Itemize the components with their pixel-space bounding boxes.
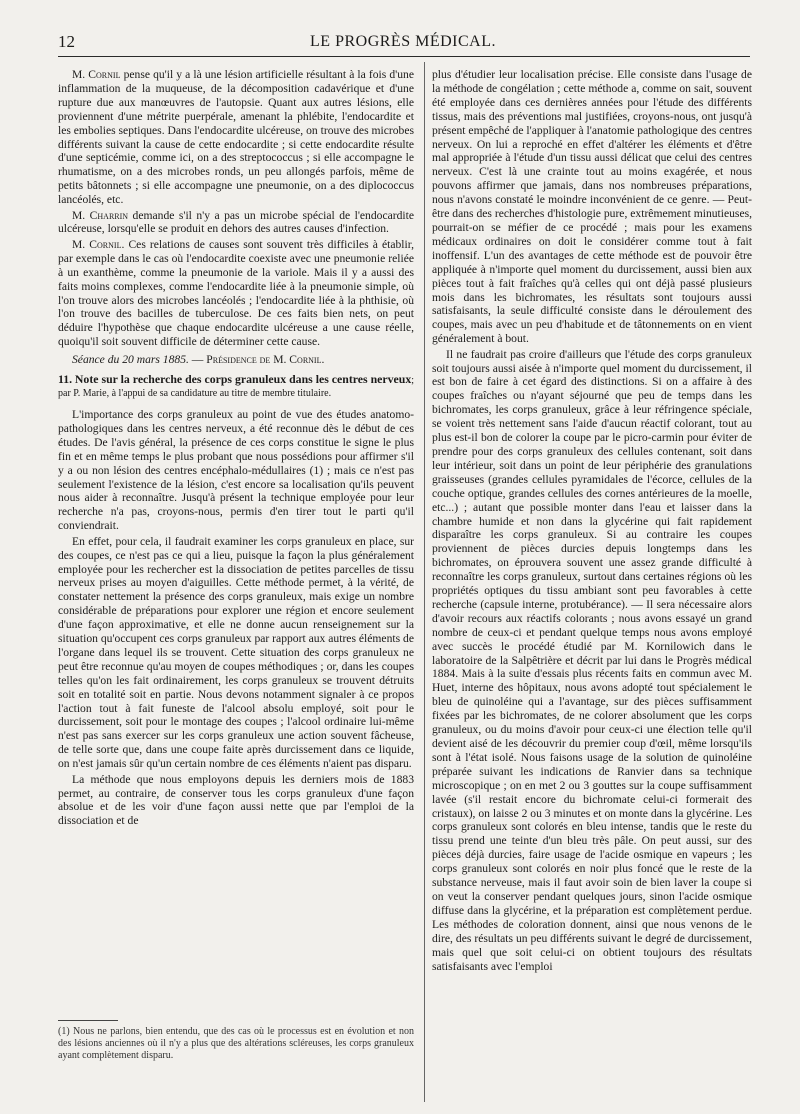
paragraph: [58, 209, 414, 237]
paragraph: En effet, pour cela, il faudrait examiner les corps granuleux en place, sur des coupes, ce n'est pas ce qui a lieu, puisque la façon la plus généralement employée pour les rechercher est la dissociation de petites parcelles de tissu nerveux prises au moyen d'aiguilles. Cette méthode permet, à la vérité, de constater nettement la présence des corps granuleux, mais exige un nombre considérable de préparations pour explorer une région et encore seulement d'une façon approximative, et elle ne donne aucun renseignement sur la situation qu'occupent ces corps granuleux par rapport aux autres éléments de l'organe dans lequel ils se trouvent. Cette situation des corps granuleux ne peut être reconnue qu'au moyen de coupes méthodiques ; or, dans les coupes telles qu'on les fait ordinairement, les corps granuleux se trouvent détruits soit en totalité soit en partie. Nous devons notamment signaler à ce propos l'action tout à fait funeste de l'alcool absolu employé, soit pour le durcissement, soit pour le montage des coupes ; l'alcool ordinaire lui-même n'est pas sans exercer sur les corps granuleux une action souvent fâcheuse, de telle sorte que, dans une coupe faite après durcissement dans ce liquide, on n'est jamais sûr qu'un certain nombre de ces éléments n'aient pas disparu.: [58, 534, 414, 771]
paragraph: [58, 238, 414, 349]
footnote-rule: [58, 1020, 118, 1021]
page-number: 12: [58, 32, 75, 51]
header-rule: [58, 56, 750, 57]
speaker-name: M. Cornil.: [72, 237, 125, 251]
paragraph: L'importance des corps granuleux au point de vue des études anatomo-pathologiques dans les centres nerveux, a été reconnue dès le début de ces études. De l'avis général, la présence de ces corps constitue le signe le plus fin et en même temps le plus probant que nous possédions pour affirmer s'il y a ou non lésion des centres encéphalo-médullaires (1) ; mais ce n'est pas seulement l'existence de la lésion, c'est encore sa localisation qu'ils peuvent nous aider à reconnaître. Jusqu'à présent la technique employée pour leur recherche n'a pas, croyons-nous, permis d'en tirer tout le parti qu'il conviendrait.: [58, 408, 414, 533]
note-heading: [58, 373, 414, 400]
session-date: Séance du 20 mars 1885.: [72, 353, 189, 367]
speaker-name: M. Cornil: [72, 68, 121, 81]
right-column: [432, 68, 752, 1103]
paragraph: [58, 68, 414, 207]
page-header: [58, 30, 748, 54]
paragraph: Il ne faudrait pas croire d'ailleurs que l'étude des corps granuleux soit toujours aussi aisée à n'importe quel moment du durcissement, il est bon de faire à cet égard des distinctions. Si on a affaire à des coupes fraîches ou n'ayant séjourné que peu de temps dans les bichromates, les corps granuleux, grâce à leur réfringence spéciale, se voient très nettement sans l'aide d'aucun réactif colorant, tout au plus est-il bon de colorer la coupe par le picro-carmin pour éviter de prendre pour des corps granuleux des cellules contenant, soit dans leur intérieur, soit dans un point de leur périphérie des granulations graisseuses (grandes cellules pyramidales de l'écorce, cellules de la couche optique, grandes cellules des cornes antérieures de la moelle, etc...) ; autant que possible monter dans l'eau et laisser dans la chambre humide et non dans la glycérine qui fait rapidement disparaître les corps granuleux. Si au contraire les coupes proviennent de pièces durcies depuis longtemps dans les bichromates, on éprouvera souvent une assez grande difficulté à reconnaître les corps granuleux, surtout dans certaines régions où les propriétés optiques du tissu ambiant sont peu favorables à cette recherche (capsule interne, protubérance). — Il sera nécessaire alors d'avoir recours aux réactifs colorants ; nous avons essayé un grand nombre de ceux-ci et pendant quelque temps nous avons employé avec succès le procédé étudié par M. Kornilowich dans le laboratoire de la Salpêtrière et décrit par lui dans le Progrès médical 1884. Mais à la suite d'essais plus récents faits en commun avec M. Huet, interne des hôpitaux, nous avons adopté tout spécialement le bleu de quinoléine qui a l'avantage, sur des pièces suffisamment fixées par les bichromates, de ne colorer absolument que les corps granuleux, ou du moins d'avoir pour ceux-ci une élection telle qu'il devient aisé de les découvrir du premier coup d'œil, même lorsqu'ils sont à l'état isolé. Nous faisons usage de la solution de quinoléine préparée suivant les indications de Ranvier dans sa technique microscopique ; on en met 2 ou 3 gouttes sur la coupe suffisamment lavée (s'il restait encore du bichromate celui-ci formerait des cristaux), on laisse 2 ou 3 minutes et on monte dans la glycérine. Les corps granuleux sont colorés en bleu intense, tandis que le reste du tissu prend une teinte d'un bleu très pâle. On peut aussi, sur des pièces déjà durcies, faire usage de l'acide osmique en vapeurs ; les corps granuleux sont colorés en noir plus foncé que le reste de la substance nerveuse, mais il faut avoir soin de bien laver la coupe si on veut la conserver pendant quelques jours, sinon l'acide osmique diffuse dans la glycérine, et la préparation est complètement perdue. Les méthodes de coloration donnent, ainsi que nous venons de le dire, des résultats un peu différents suivant le degré de durcissement, mais quel que soit celui-ci on obtient toujours des résultats satisfaisants avec l'emploi: [432, 347, 752, 973]
speaker-name: M. Charrin: [72, 208, 129, 222]
note-title: Note sur la recherche des corps granuleux dans les centres nerveux: [74, 372, 412, 387]
paragraph-text: Ces relations de causes sont souvent très difficiles à établir, par exemple dans le cas où l'endocardite coexiste avec une pneumonie reliée à un exanthème, comme la pneumonie de la variole. Mais il y a aussi des faits moins complexes, comme l'endocardite liée à la pneumonie simple, où l'on trouve alors des microbes lancéolés ; l'endocardite liée à la phthisie, où l'on trouve des bacilles de tuberculose. De ces faits bien nets, on peut déduire l'hypothèse que chaque endocardite ulcéreuse a une cause réelle, quoiqu'il soit souvent difficile de déterminer cette cause.: [58, 237, 414, 349]
session-presidency: — Présidence de M. Cornil.: [191, 353, 325, 367]
paragraph: La méthode que nous employons depuis les derniers mois de 1883 permet, au contraire, de conserver tous les corps granuleux d'une façon absolue et de les voir d'une façon aussi nette que par l'emploi de la dissociation et de: [58, 772, 414, 828]
paragraph-text: demande s'il n'y a pas un microbe spécial de l'endocardite ulcéreuse, lorsqu'elle se produit en dehors des autres causes d'infection.: [58, 208, 414, 236]
paragraph-text: pense qu'il y a là une lésion artificielle résultant à la fois d'une inflammation de la muqueuse, de la décomposition cadavérique et d'une rupture due aux manœuvres de l'autopsie. Quant aux autres lésions, elle proviennent d'une métrite puerpérale, amenant la phlébite, l'endocardite et les embolies septiques. Dans l'endocardite ulcéreuse, on trouve des microbes différents suivant la cause de cette endocardite ; si cette endocardite résulte d'une septicémie, comme ici, on a des streptococcus ; si elle accompagne le rhumatisme, on a des microbes ronds, un peu allongés parfois, même de petits bâtonnets ; si elle accompagne une pneumonie, on a des diplococcus lancéolés, etc.: [58, 68, 414, 207]
session-heading: [58, 353, 414, 367]
note-credit: ; par P. Marie, à l'appui de sa candidature au titre de membre titulaire.: [58, 375, 415, 400]
left-column: [58, 68, 414, 1028]
note-number: 11.: [58, 372, 73, 387]
paragraph: plus d'étudier leur localisation précise. Elle consiste dans l'usage de la méthode de congélation ; cette méthode a, comme on sait, souvent été employée dans ces dernières années pour l'étude des différents tissus, mais des préventions mal justifiées, croyons-nous, ont jusqu'à présent empêché de l'appliquer à l'anatomie pathologique des centres nerveux. On lui a reproché en effet d'altérer les éléments et d'être mal appropriée à l'étude d'un tissu aussi délicat que celui des centres nerveux. C'est là une crainte tout au moins exagérée, et nous pouvons affirmer que jamais, dans nos nombreuses préparations, nous n'avons constaté le moindre inconvénient de ce genre. — Peut-être dans des recherches d'histologie pure, extrêmement minutieuses, pourrait-on se méfier de ce procédé ; mais pour les examens médicaux ordinaires on doit le considérer comme tout à fait inoffensif. L'un des avantages de cette méthode est de pouvoir être appliquée à n'importe quel moment du durcissement, aussi bien aux pièces tout à fait fraîches qu'à celles qui ont déjà passé plusieurs mois dans les bichromates, les résultats sont toujours aussi satisfaisants, la seule difficulté consiste dans le déroulement des coupes, mais avec un peu d'habitude et de tâtonnements on en vient généralement à bout.: [432, 68, 752, 346]
footnote: (1) Nous ne parlons, bien entendu, que des cas où le processus est en évolution et non des lésions anciennes où il n'y a plus que des altérations scléreuses, les corps granuleux ayant complètement disparu.: [58, 1026, 414, 1061]
column-divider: [424, 62, 425, 1102]
journal-title: LE PROGRÈS MÉDICAL.: [310, 33, 496, 50]
